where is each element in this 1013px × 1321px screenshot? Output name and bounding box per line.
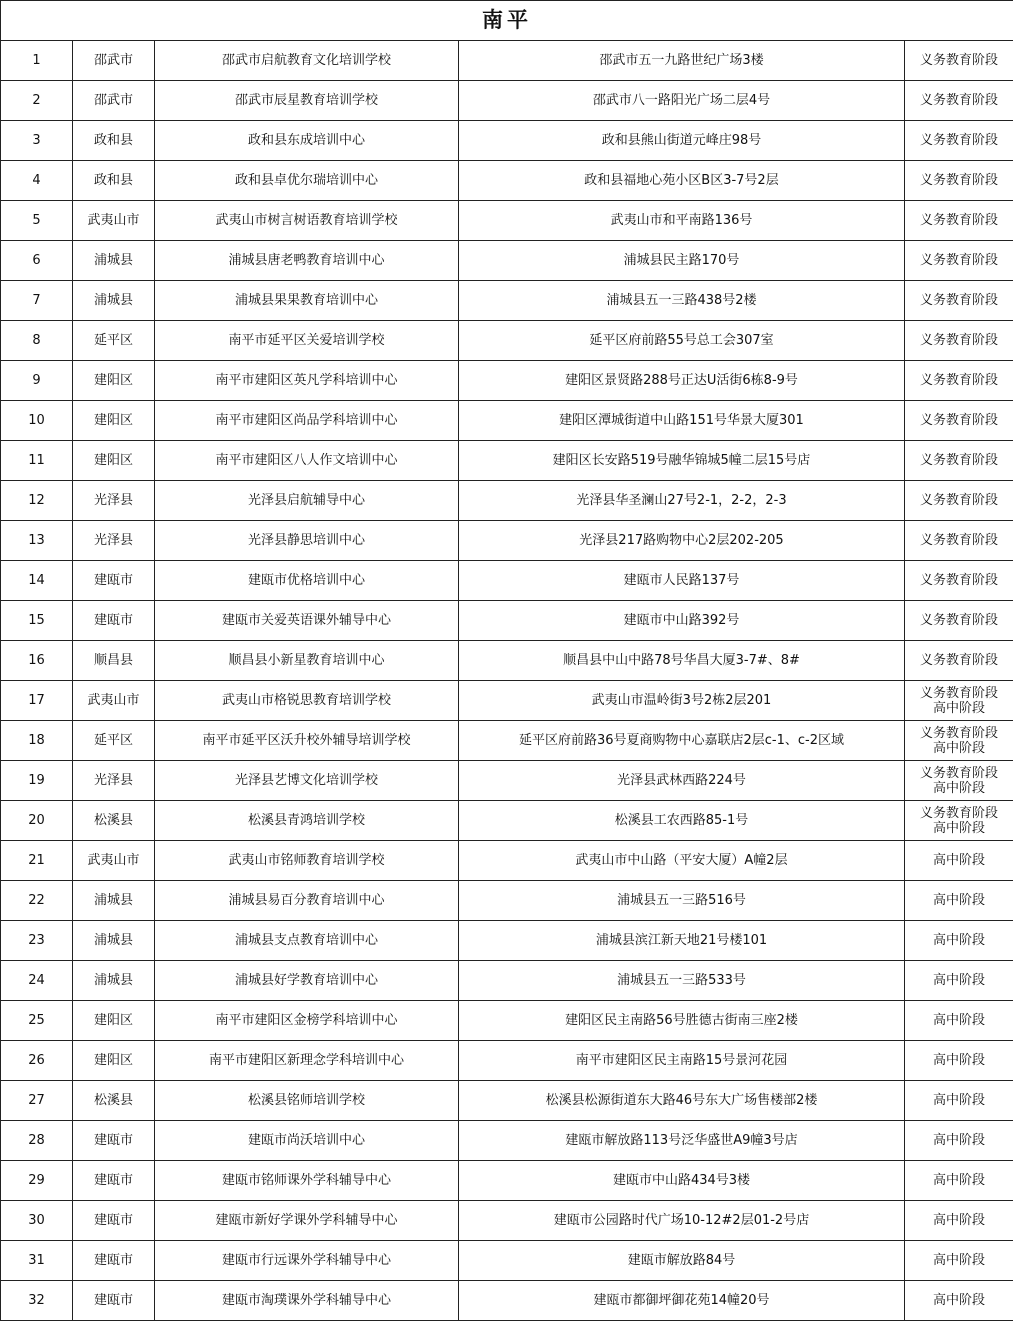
stage-cell: [905, 681, 1013, 721]
stage-label: 义务教育阶段: [920, 725, 999, 741]
row-number: 5: [1, 201, 73, 241]
stage-label: 高中阶段: [933, 853, 986, 868]
institution-name-cell: 南平市延平区沃升校外辅导培训学校: [155, 721, 459, 761]
table-row: [1, 1001, 1013, 1041]
address-cell: 延平区府前路36号夏商购物中心嘉联店2层c-1、c-2区域: [459, 721, 905, 761]
address-cell: 建瓯市都御坪御花苑14幢20号: [459, 1281, 905, 1321]
address-cell: 光泽县华圣澜山27号2-1，2-2，2-3: [459, 481, 905, 521]
stage-label: 义务教育阶段: [920, 373, 999, 388]
institution-name-cell: 南平市建阳区英凡学科培训中心: [155, 361, 459, 401]
stage-label: 高中阶段: [933, 740, 986, 756]
stage-cell: [905, 161, 1013, 201]
row-number: 19: [1, 761, 73, 801]
stage-label: 义务教育阶段: [920, 93, 999, 108]
institution-name-cell: 建瓯市淘璞课外学科辅导中心: [155, 1281, 459, 1321]
county-cell: 延平区: [73, 321, 155, 361]
stage-label: 义务教育阶段: [920, 333, 999, 348]
row-number: 26: [1, 1041, 73, 1081]
institution-name-cell: 建瓯市优格培训中心: [155, 561, 459, 601]
stage-label: 义务教育阶段: [920, 613, 999, 628]
stage-cell: [905, 481, 1013, 521]
row-number: 29: [1, 1161, 73, 1201]
row-number: 24: [1, 961, 73, 1001]
county-cell: 建阳区: [73, 441, 155, 481]
institution-name-cell: 光泽县艺博文化培训学校: [155, 761, 459, 801]
stage-cell: [905, 521, 1013, 561]
table-row: [1, 441, 1013, 481]
row-number: 22: [1, 881, 73, 921]
address-cell: 政和县福地心苑小区B区3-7号2层: [459, 161, 905, 201]
table-row: [1, 1281, 1013, 1321]
row-number: 30: [1, 1201, 73, 1241]
county-cell: 政和县: [73, 161, 155, 201]
county-cell: 浦城县: [73, 241, 155, 281]
address-cell: 顺昌县中山中路78号华昌大厦3-7#、8#: [459, 641, 905, 681]
stage-label: 高中阶段: [933, 700, 986, 716]
institution-name-cell: 南平市建阳区尚品学科培训中心: [155, 401, 459, 441]
county-cell: 建阳区: [73, 1001, 155, 1041]
row-number: 4: [1, 161, 73, 201]
address-cell: 武夷山市和平南路136号: [459, 201, 905, 241]
stage-label: 义务教育阶段: [920, 173, 999, 188]
stage-cell: [905, 121, 1013, 161]
table-row: [1, 161, 1013, 201]
stage-cell: [905, 881, 1013, 921]
stage-cell: [905, 441, 1013, 481]
stage-label: 高中阶段: [933, 1253, 986, 1268]
institution-name-cell: 建瓯市铭师课外学科辅导中心: [155, 1161, 459, 1201]
row-number: 9: [1, 361, 73, 401]
stage-label: 高中阶段: [933, 820, 986, 836]
row-number: 21: [1, 841, 73, 881]
institution-name-cell: 建瓯市行远课外学科辅导中心: [155, 1241, 459, 1281]
stage-label: 义务教育阶段: [920, 573, 999, 588]
stage-label: 高中阶段: [933, 780, 986, 796]
title-row: [1, 1, 1013, 41]
address-cell: 建瓯市公园路时代广场10-12#2层01-2号店: [459, 1201, 905, 1241]
table-row: [1, 641, 1013, 681]
institution-name-cell: 浦城县果果教育培训中心: [155, 281, 459, 321]
stage-label: 义务教育阶段: [920, 765, 999, 781]
county-cell: 光泽县: [73, 481, 155, 521]
table-row: [1, 601, 1013, 641]
stage-cell: [905, 361, 1013, 401]
table-row: [1, 721, 1013, 761]
stage-cell: [905, 1001, 1013, 1041]
row-number: 13: [1, 521, 73, 561]
stage-label: 高中阶段: [933, 893, 986, 908]
table-row: [1, 1241, 1013, 1281]
stage-label: 高中阶段: [933, 1053, 986, 1068]
county-cell: 建阳区: [73, 1041, 155, 1081]
table-title: 南平: [1, 1, 1013, 41]
county-cell: 邵武市: [73, 41, 155, 81]
stage-label: 义务教育阶段: [920, 253, 999, 268]
stage-label: 高中阶段: [933, 1293, 986, 1308]
county-cell: 政和县: [73, 121, 155, 161]
stage-cell: [905, 201, 1013, 241]
table-row: [1, 481, 1013, 521]
stage-label: 高中阶段: [933, 933, 986, 948]
table-row: [1, 201, 1013, 241]
address-cell: 武夷山市温岭街3号2栋2层201: [459, 681, 905, 721]
county-cell: 浦城县: [73, 961, 155, 1001]
address-cell: 浦城县民主路170号: [459, 241, 905, 281]
address-cell: 光泽县武林西路224号: [459, 761, 905, 801]
address-cell: 浦城县五一三路438号2楼: [459, 281, 905, 321]
stage-cell: [905, 281, 1013, 321]
address-cell: 浦城县五一三路533号: [459, 961, 905, 1001]
row-number: 3: [1, 121, 73, 161]
address-cell: 建瓯市中山路434号3楼: [459, 1161, 905, 1201]
address-cell: 南平市建阳区民主南路15号景河花园: [459, 1041, 905, 1081]
stage-cell: [905, 1121, 1013, 1161]
stage-cell: [905, 921, 1013, 961]
address-cell: 光泽县217路购物中心2层202-205: [459, 521, 905, 561]
county-cell: 松溪县: [73, 1081, 155, 1121]
address-cell: 建瓯市中山路392号: [459, 601, 905, 641]
address-cell: 建阳区长安路519号融华锦城5幢二层15号店: [459, 441, 905, 481]
row-number: 28: [1, 1121, 73, 1161]
table-row: [1, 1201, 1013, 1241]
county-cell: 武夷山市: [73, 201, 155, 241]
institution-name-cell: 松溪县铭师培训学校: [155, 1081, 459, 1121]
address-cell: 邵武市八一路阳光广场二层4号: [459, 81, 905, 121]
table-row: [1, 521, 1013, 561]
institution-name-cell: 顺昌县小新星教育培训中心: [155, 641, 459, 681]
table-row: [1, 961, 1013, 1001]
row-number: 18: [1, 721, 73, 761]
table-row: [1, 81, 1013, 121]
stage-cell: [905, 81, 1013, 121]
address-cell: 建阳区景贤路288号正达U活街6栋8-9号: [459, 361, 905, 401]
stage-label: 高中阶段: [933, 973, 986, 988]
institution-name-cell: 南平市建阳区金榜学科培训中心: [155, 1001, 459, 1041]
table-row: [1, 881, 1013, 921]
county-cell: 建瓯市: [73, 1241, 155, 1281]
row-number: 12: [1, 481, 73, 521]
county-cell: 光泽县: [73, 521, 155, 561]
institution-name-cell: 武夷山市树言树语教育培训学校: [155, 201, 459, 241]
table-row: [1, 921, 1013, 961]
stage-cell: [905, 321, 1013, 361]
row-number: 23: [1, 921, 73, 961]
row-number: 15: [1, 601, 73, 641]
stage-label: 义务教育阶段: [920, 53, 999, 68]
stage-cell: [905, 1161, 1013, 1201]
address-cell: 政和县熊山街道元峰庄98号: [459, 121, 905, 161]
table-row: [1, 561, 1013, 601]
table-row: [1, 121, 1013, 161]
stage-cell: [905, 641, 1013, 681]
table-row: [1, 1041, 1013, 1081]
row-number: 32: [1, 1281, 73, 1321]
stage-cell: [905, 601, 1013, 641]
county-cell: 建瓯市: [73, 1121, 155, 1161]
stage-label: 高中阶段: [933, 1133, 986, 1148]
row-number: 25: [1, 1001, 73, 1041]
stage-cell: [905, 961, 1013, 1001]
county-cell: 浦城县: [73, 281, 155, 321]
table-row: [1, 801, 1013, 841]
stage-cell: [905, 1201, 1013, 1241]
row-number: 2: [1, 81, 73, 121]
institution-name-cell: 政和县东成培训中心: [155, 121, 459, 161]
row-number: 31: [1, 1241, 73, 1281]
county-cell: 松溪县: [73, 801, 155, 841]
table-row: [1, 1081, 1013, 1121]
stage-label: 义务教育阶段: [920, 133, 999, 148]
row-number: 20: [1, 801, 73, 841]
stage-label: 义务教育阶段: [920, 805, 999, 821]
row-number: 8: [1, 321, 73, 361]
institution-name-cell: 建瓯市新好学课外学科辅导中心: [155, 1201, 459, 1241]
row-number: 11: [1, 441, 73, 481]
address-cell: 松溪县松源街道东大路46号东大广场售楼部2楼: [459, 1081, 905, 1121]
table-row: [1, 681, 1013, 721]
institution-name-cell: 武夷山市格锐思教育培训学校: [155, 681, 459, 721]
row-number: 27: [1, 1081, 73, 1121]
county-cell: 建瓯市: [73, 1201, 155, 1241]
county-cell: 建瓯市: [73, 601, 155, 641]
stage-label: 高中阶段: [933, 1213, 986, 1228]
stage-cell: [905, 41, 1013, 81]
address-cell: 松溪县工农西路85-1号: [459, 801, 905, 841]
institution-name-cell: 浦城县支点教育培训中心: [155, 921, 459, 961]
county-cell: 建阳区: [73, 401, 155, 441]
stage-cell: [905, 401, 1013, 441]
institution-name-cell: 政和县卓优尔瑞培训中心: [155, 161, 459, 201]
stage-label: 高中阶段: [933, 1173, 986, 1188]
stage-cell: [905, 1041, 1013, 1081]
address-cell: 延平区府前路55号总工会307室: [459, 321, 905, 361]
institution-name-cell: 光泽县启航辅导中心: [155, 481, 459, 521]
address-cell: 建阳区民主南路56号胜德古街南三座2楼: [459, 1001, 905, 1041]
table-row: [1, 401, 1013, 441]
institution-name-cell: 邵武市辰星教育培训学校: [155, 81, 459, 121]
row-number: 14: [1, 561, 73, 601]
row-number: 7: [1, 281, 73, 321]
institution-name-cell: 浦城县易百分教育培训中心: [155, 881, 459, 921]
institution-name-cell: 邵武市启航教育文化培训学校: [155, 41, 459, 81]
address-cell: 邵武市五一九路世纪广场3楼: [459, 41, 905, 81]
row-number: 10: [1, 401, 73, 441]
table-row: [1, 1121, 1013, 1161]
row-number: 17: [1, 681, 73, 721]
county-cell: 光泽县: [73, 761, 155, 801]
county-cell: 建阳区: [73, 361, 155, 401]
table-row: [1, 1161, 1013, 1201]
table-row: [1, 41, 1013, 81]
institution-name-cell: 浦城县好学教育培训中心: [155, 961, 459, 1001]
county-cell: 建瓯市: [73, 561, 155, 601]
county-cell: 浦城县: [73, 881, 155, 921]
county-cell: 浦城县: [73, 921, 155, 961]
stage-cell: [905, 841, 1013, 881]
stage-cell: [905, 1241, 1013, 1281]
stage-label: 义务教育阶段: [920, 453, 999, 468]
stage-cell: [905, 241, 1013, 281]
table-row: [1, 281, 1013, 321]
stage-label: 义务教育阶段: [920, 293, 999, 308]
stage-label: 义务教育阶段: [920, 213, 999, 228]
table-row: [1, 841, 1013, 881]
row-number: 1: [1, 41, 73, 81]
county-cell: 顺昌县: [73, 641, 155, 681]
address-cell: 浦城县滨江新天地21号楼101: [459, 921, 905, 961]
stage-label: 义务教育阶段: [920, 533, 999, 548]
stage-cell: [905, 721, 1013, 761]
address-cell: 建瓯市人民路137号: [459, 561, 905, 601]
address-cell: 武夷山市中山路（平安大厦）A幢2层: [459, 841, 905, 881]
table-row: [1, 321, 1013, 361]
institution-name-cell: 建瓯市关爱英语课外辅导中心: [155, 601, 459, 641]
stage-cell: [905, 801, 1013, 841]
institution-name-cell: 南平市建阳区八人作文培训中心: [155, 441, 459, 481]
county-cell: 建瓯市: [73, 1281, 155, 1321]
institution-name-cell: 武夷山市铭师教育培训学校: [155, 841, 459, 881]
institution-name-cell: 浦城县唐老鸭教育培训中心: [155, 241, 459, 281]
table-row: [1, 361, 1013, 401]
address-cell: 浦城县五一三路516号: [459, 881, 905, 921]
stage-label: 义务教育阶段: [920, 653, 999, 668]
county-cell: 武夷山市: [73, 681, 155, 721]
stage-label: 高中阶段: [933, 1093, 986, 1108]
stage-cell: [905, 561, 1013, 601]
institution-name-cell: 南平市建阳区新理念学科培训中心: [155, 1041, 459, 1081]
county-cell: 建瓯市: [73, 1161, 155, 1201]
stage-label: 义务教育阶段: [920, 685, 999, 701]
table-row: [1, 241, 1013, 281]
institution-name-cell: 建瓯市尚沃培训中心: [155, 1121, 459, 1161]
county-cell: 武夷山市: [73, 841, 155, 881]
county-cell: 延平区: [73, 721, 155, 761]
institution-name-cell: 南平市延平区关爱培训学校: [155, 321, 459, 361]
institution-name-cell: 光泽县静思培训中心: [155, 521, 459, 561]
address-cell: 建阳区潭城街道中山路151号华景大厦301: [459, 401, 905, 441]
table-row: [1, 761, 1013, 801]
stage-cell: [905, 1081, 1013, 1121]
institution-name-cell: 松溪县青鸿培训学校: [155, 801, 459, 841]
stage-label: 义务教育阶段: [920, 493, 999, 508]
stage-cell: [905, 761, 1013, 801]
stage-label: 高中阶段: [933, 1013, 986, 1028]
stage-cell: [905, 1281, 1013, 1321]
county-cell: 邵武市: [73, 81, 155, 121]
row-number: 16: [1, 641, 73, 681]
address-cell: 建瓯市解放路84号: [459, 1241, 905, 1281]
address-cell: 建瓯市解放路113号泛华盛世A9幢3号店: [459, 1121, 905, 1161]
row-number: 6: [1, 241, 73, 281]
stage-label: 义务教育阶段: [920, 413, 999, 428]
